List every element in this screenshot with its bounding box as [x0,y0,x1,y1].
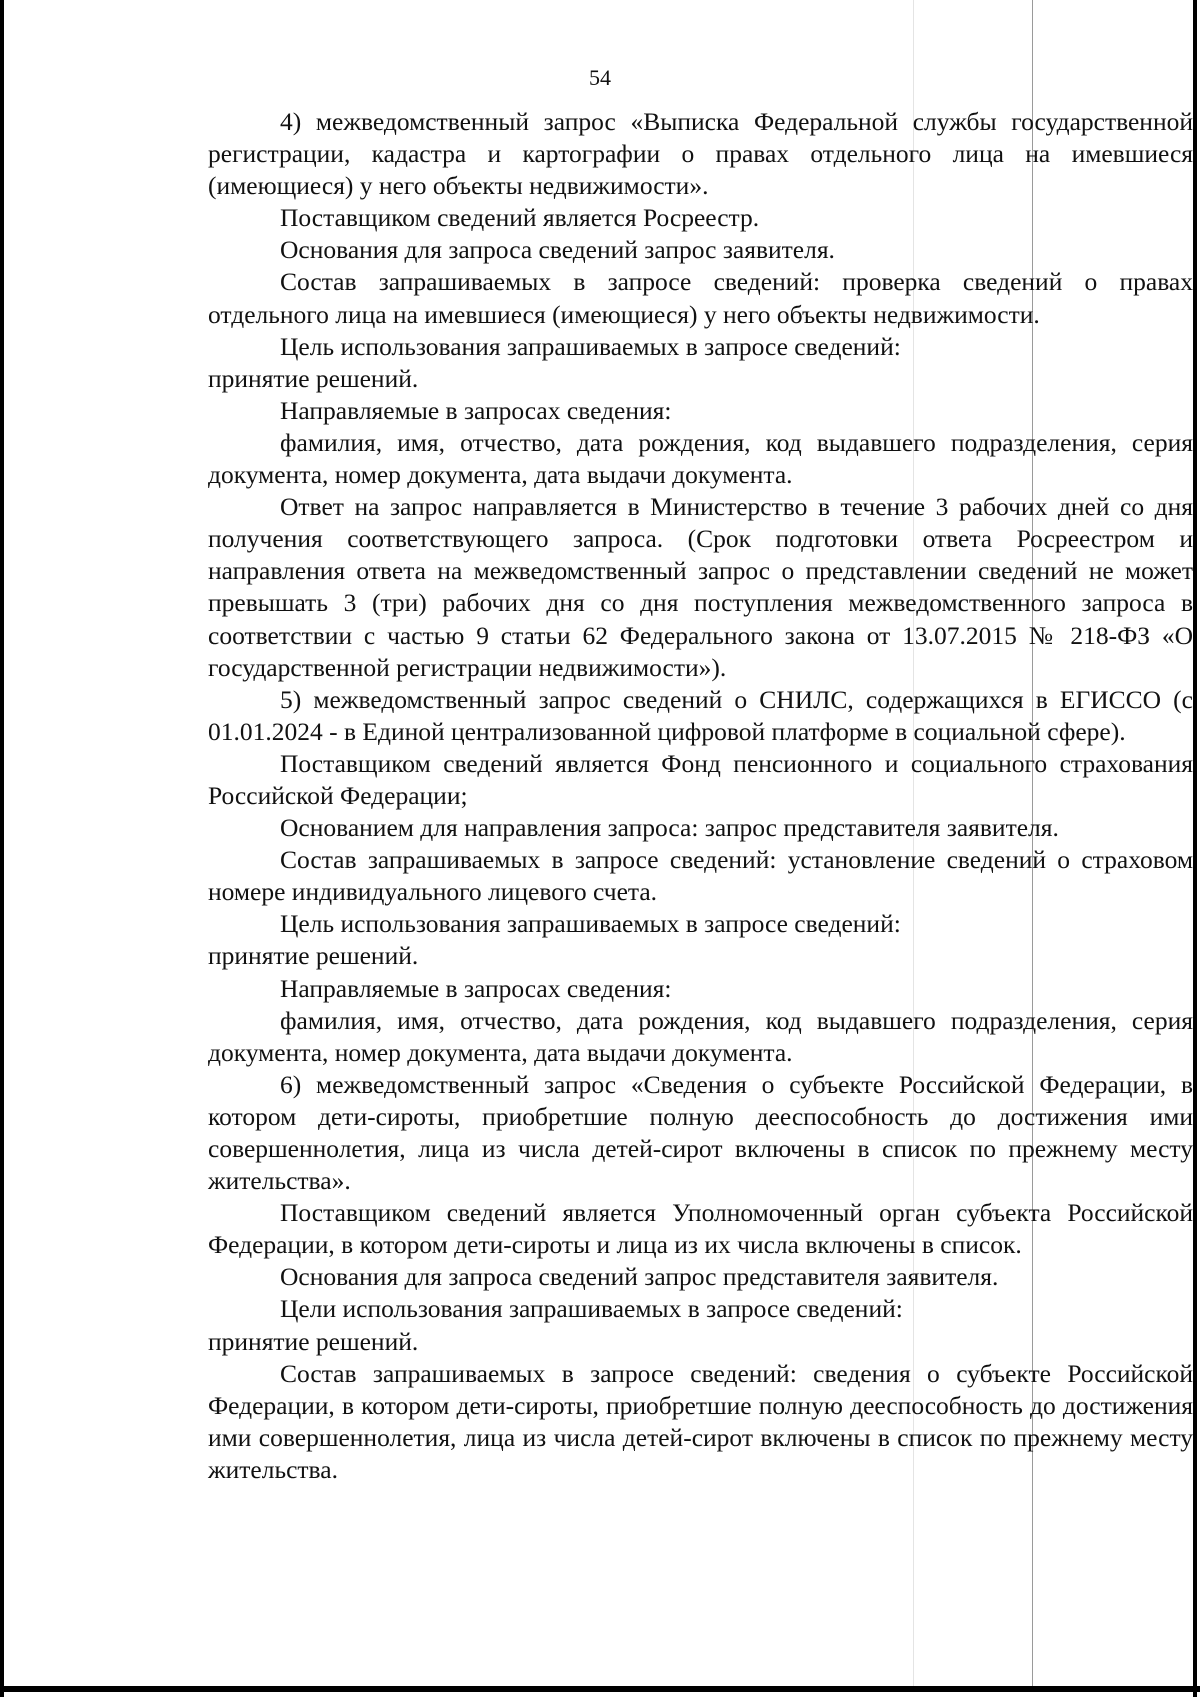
paragraph: Поставщиком сведений является Уполномоченный орган субъекта Российской Федерации, в котором дети-сироты и лица из их числа включены в список. [208,1198,1193,1260]
paragraph: Цель использования запрашиваемых в запросе сведений: [280,909,901,939]
paragraph: Состав запрашиваемых в запросе сведений: сведения о субъекте Российской Федерации, в котором дети-сироты, приобретшие полную дееспособность до достижения ими совершеннолетия, лица из числа детей-сирот включены в список по прежнему месту жительства. [208,1358,1193,1484]
paragraph: Ответ на запрос направляется в Министерство в течение 3 рабочих дней со дня получения соответствующего запроса. (Срок подготовки ответа Росреестром и направления ответа на межведомственный запрос о представлении сведений не может превышать 3 (три) рабочих дня со дня поступления межведомственного запроса в соответствии с частью 9 статьи 62 Федерального закона от 13.07.2015 № 218-ФЗ «О государственной регистрации недвижимости»). [208,492,1193,682]
paragraph: Поставщиком сведений является Росреестр. [280,203,760,233]
paragraph: Цели использования запрашиваемых в запросе сведений: [280,1294,903,1324]
paragraph: фамилия, имя, отчество, дата рождения, код выдавшего подразделения, серия документа, номер документа, дата выдачи документа. [208,427,1193,490]
paragraph: 6) межведомственный запрос «Сведения о субъекте Российской Федерации, в котором дети-сироты, приобретшие полную дееспособность до достижения ими совершеннолетия, лица из числа детей-сирот включены в список по прежнему месту жительства». [208,1069,1193,1196]
page-border-bottom [0,1686,1200,1692]
page-number: 54 [589,65,611,90]
page-border-right [1193,0,1197,1697]
paragraph: Состав запрашиваемых в запросе сведений: проверка сведений о правах отдельного лица на имевшиеся (имеющиеся) у него объекты недвижимости. [208,267,1193,329]
paragraph: Основания для запроса сведений запрос заявителя. [280,235,835,265]
paragraph: принятие решений. [208,363,419,393]
paragraph: Основания для запроса сведений запрос представителя заявителя. [280,1262,999,1292]
paragraph: 4) межведомственный запрос «Выписка Федеральной службы государственной регистрации, кадастра и картографии о правах отдельного лица на имевшиеся (имеющиеся) у него объекты недвижимости». [208,107,1193,201]
paragraph: Состав запрашиваемых в запросе сведений: установление сведений о страховом номере индивидуального лицевого счета. [208,845,1193,907]
document-body [208,106,1193,1486]
paragraph: Направляемые в запросах сведения: [280,973,672,1003]
paragraph: Основанием для направления запроса: запрос представителя заявителя. [280,813,1059,843]
page-border-left [0,0,4,1697]
paragraph: принятие решений. [208,1326,419,1356]
paragraph: фамилия, имя, отчество, дата рождения, код выдавшего подразделения, серия документа, номер документа, дата выдачи документа. [208,1005,1193,1067]
paragraph: Цель использования запрашиваемых в запросе сведений: [280,331,901,361]
paragraph: принятие решений. [208,941,419,971]
paragraph: Направляемые в запросах сведения: [280,395,672,425]
paragraph: Поставщиком сведений является Фонд пенсионного и социального страхования Российской Федерации; [208,748,1193,810]
paragraph: 5) межведомственный запрос сведений о СНИЛС, содержащихся в ЕГИССО (с 01.01.2024 - в Единой централизованной цифровой платформе в социальной сфере). [208,684,1193,746]
